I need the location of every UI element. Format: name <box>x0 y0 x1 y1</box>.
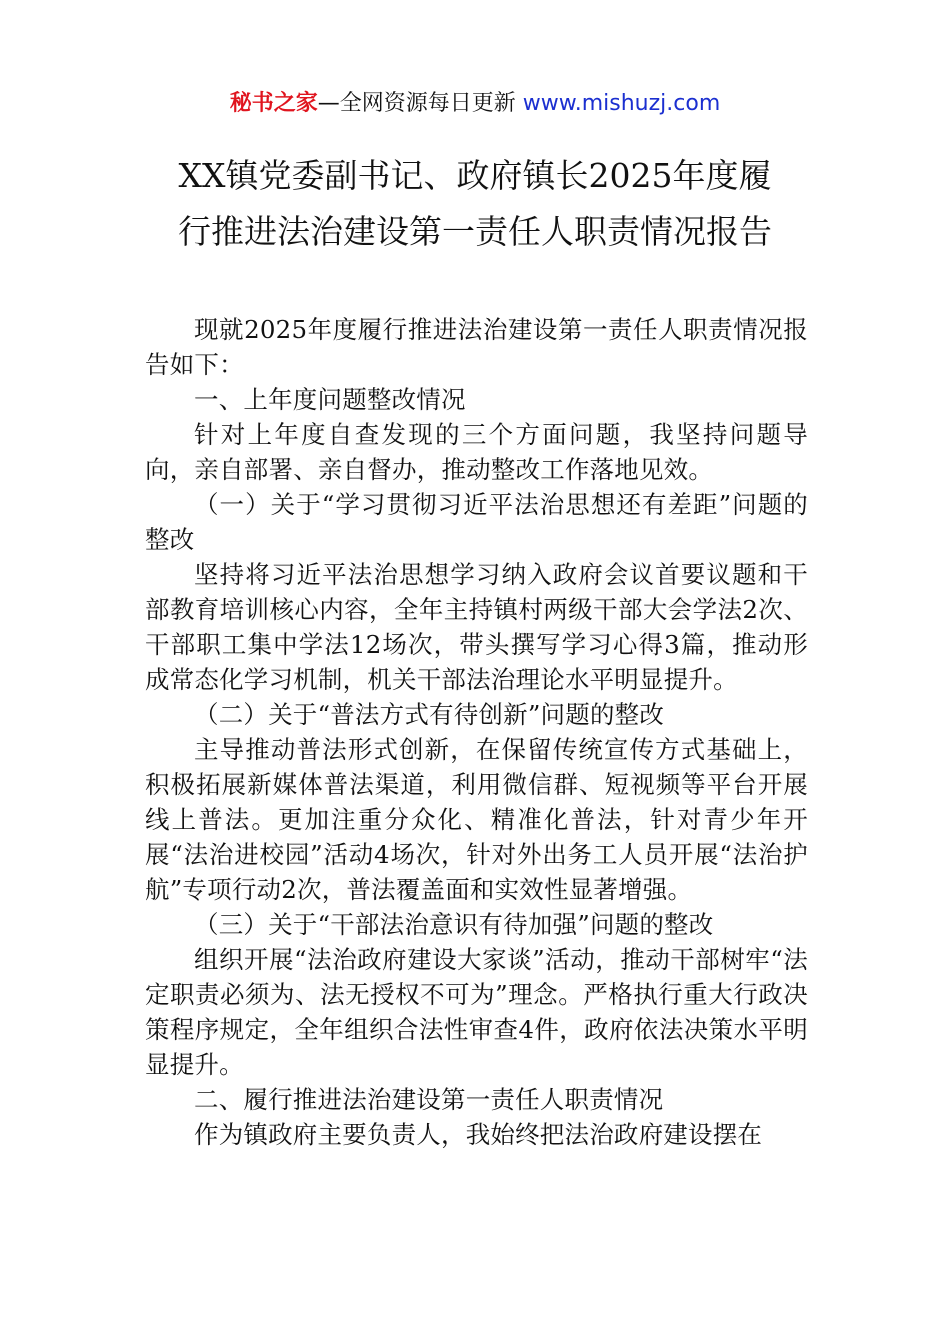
section-heading-2: 二、履行推进法治建设第一责任人职责情况 <box>194 1085 664 1114</box>
document-title <box>110 148 840 260</box>
body-paragraph: 组织开展“法治政府建设大家谈”活动，推动干部树牢“法定职责必须为、法无授权不可为”理念。严格执行重大行政决策程序规定，全年组织合法性审查4件，政府依法决策水平明显提升。 <box>145 945 808 1079</box>
body-paragraph: 针对上年度自查发现的三个方面问题，我坚持问题导向，亲自部署、亲自督办，推动整改工作落地见效。 <box>145 420 808 484</box>
title-line-2: 行推进法治建设第一责任人职责情况报告 <box>178 212 772 251</box>
intro-paragraph: 现就2025年度履行推进法治建设第一责任人职责情况报告如下： <box>145 315 808 379</box>
body-paragraph: 坚持将习近平法治思想学习纳入政府会议首要议题和干部教育培训核心内容，全年主持镇村两级干部大会学法2次、干部职工集中学法12场次，带头撰写学习心得3篇，推动形成常态化学习机制，机关干部法治理论水平明显提升。 <box>145 560 808 694</box>
body-paragraph: 主导推动普法形式创新，在保留传统宣传方式基础上，积极拓展新媒体普法渠道，利用微信群、短视频等平台开展线上普法。更加注重分众化、精准化普法，针对青少年开展“法治进校园”活动4场次，针对外出务工人员开展“法治护航”专项行动2次，普法覆盖面和实效性显著增强。 <box>145 735 808 904</box>
site-header <box>0 88 950 120</box>
header-tagline: —全网资源每日更新 <box>317 91 523 116</box>
body-paragraph: 作为镇政府主要负责人，我始终把法治政府建设摆在 <box>194 1120 763 1149</box>
section-heading-1: 一、上年度问题整改情况 <box>194 385 466 414</box>
document-body <box>145 312 808 1152</box>
subsection-heading-1: （一）关于“学习贯彻习近平法治思想还有差距”问题的整改 <box>145 490 808 554</box>
subsection-heading-3: （三）关于“干部法治意识有待加强”问题的整改 <box>194 910 714 939</box>
site-url-link[interactable]: www.mishuzj.com <box>522 91 721 116</box>
title-line-1: XX镇党委副书记、政府镇长2025年度履 <box>178 156 772 195</box>
subsection-heading-2: （二）关于“普法方式有待创新”问题的整改 <box>194 700 665 729</box>
brand-name: 秘书之家 <box>229 91 318 116</box>
